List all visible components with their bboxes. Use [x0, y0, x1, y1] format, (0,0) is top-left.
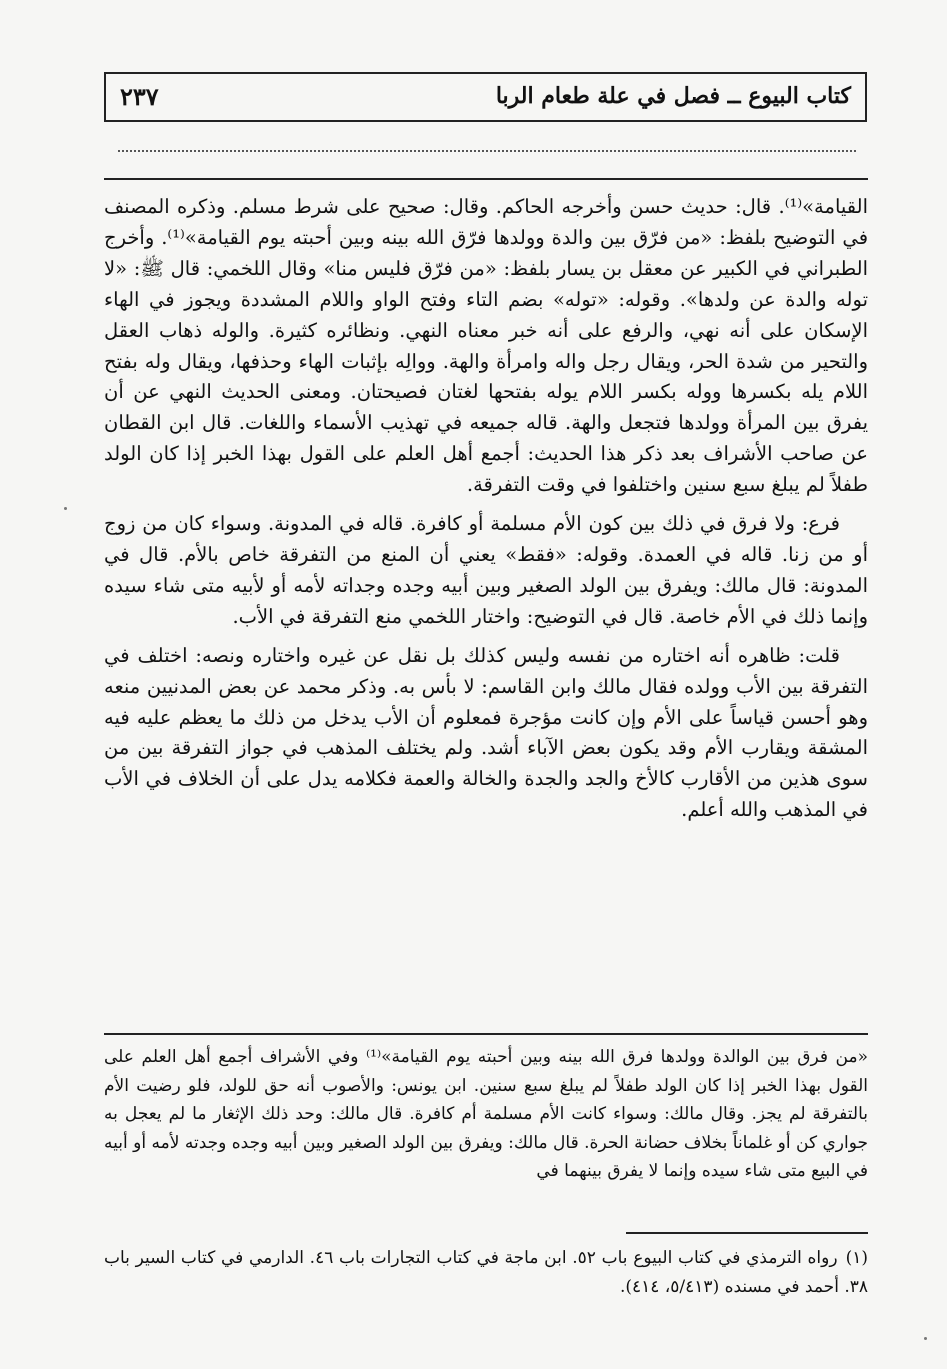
scan-speck — [924, 1337, 927, 1340]
main-text — [104, 192, 868, 826]
paragraph: فرع: ولا فرق في ذلك بين كون الأم مسلمة أو كافرة. قاله في المدونة. وسواء كان من زوج أو من زنا. قاله في العمدة. وقوله: «فقط» يعني أن المنع من التفرقة خاص بالأم. قال في المدونة: قال مالك: ويفرق بين الولد الصغير وبين أبيه وجده وجداته لأمه أو لأبيه متى شاء سيده وإنما ذلك في الأم خاصة. قال في التوضيح: واختار اللخمي منع التفرقة في الأب. — [104, 512, 868, 628]
footnote-text: رواه الترمذي في كتاب البيوع باب ٥٢. ابن ماجة في كتاب التجارات باب ٤٦. الدارمي في كتاب السير باب ٣٨. أحمد في مسنده (٥/٤١٣، ٤١٤). — [104, 1248, 868, 1297]
scan-speck — [64, 507, 67, 510]
footnote-1 — [104, 1244, 868, 1302]
continued-note: «من فرق بين الوالدة وولدها فرق الله بينه وبين أحبته يوم القيامة»⁽¹⁾ وفي الأشراف أجمع أهل العلم على القول بهذا الخبر إذا كان الولد طفلاً لم يبلغ سبع سنين. ابن يونس: والأصوب أنه حق للولد، فلو رضيت الأم بالتفرقة لم يجز. وقال مالك: وسواء كانت الأم مسلمة أم كافرة. قال مالك: وحد ذلك الإثغار ما لم يعجل به جواري كن أو غلماناً بخلاف حضانة الحرة. قال مالك: ويفرق بين الولد الصغير وبين أبيه وجده وجدته لأمه أو أبيه في البيع متى شاء سيده وإنما لا يفرق بينهما في — [104, 1047, 868, 1181]
paragraph: قلت: ظاهره أنه اختاره من نفسه وليس كذلك بل نقل عن غيره واختاره ونصه: اختلف في التفرقة بين الأب وولده فقال مالك وابن القاسم: لا بأس به. وذكر محمد عن بعض المدنيين منعه وهو أحسن قياساً على الأم وإن كانت مؤجرة فمعلوم أن الأب يدخل من ذلك ما يعظم عليه فيه المشقة ويقارب الأم وقد يكون بعض الآباء أشد. ولم يختلف المذهب في جواز التفرقة بين من سوى هذين من الأقارب كالأخ والجد والجدة والخالة والعمة فكلامه يدل على أن الخلاف في الأب في المذهب والله أعلم. — [104, 643, 868, 822]
dotted-separator — [118, 150, 856, 152]
running-header — [104, 72, 867, 122]
paragraph: القيامة»⁽¹⁾. قال: حديث حسن وأخرجه الحاكم. وقال: صحيح على شرط مسلم. وذكره المصنف في التوضيح بلفظ: «من فرّق بين والدة وولدها فرّق الله بينه وبين أحبته يوم القيامة»⁽¹⁾. وأخرج الطبراني في الكبير عن معقل بن يسار بلفظ: «من فرّق فليس منا» وقال اللخمي: قال ﷺ: «لا توله والدة عن ولدها». وقوله: «توله» بضم التاء وفتح الواو واللام المشددة ويجوز في الهاء الإسكان على أنه نهي، والرفع على أنه خبر معناه النهي. ونظائره كثيرة. والوله ذهاب العقل والتحير من شدة الحر، ويقال رجل واله وامرأة والهة. ووالِه بإثبات الهاء وحذفها، ويقال وله بفتح اللام يله بكسرها ووله بكسر اللام يوله بفتحها لغتان فصيحتان. ومعنى الحديث النهي عن أن يفرق بين المرأة وولدها فتجعل والهة. قاله جميعه في تهذيب الأسماء واللغات. قال ابن القطان عن صاحب الأشراف بعد ذكر هذا الحديث: أجمع أهل العلم على القول بهذا الخبر إذا كان الولد طفلاً لم يبلغ سبع سنين واختلفوا في وقت التفرقة. — [104, 195, 869, 497]
top-rule — [104, 178, 868, 180]
note-rule — [104, 1033, 868, 1035]
header-title: كتاب البيوع ــ فصل في علة طعام الربا — [495, 83, 851, 109]
footnote-number: (١) — [845, 1248, 868, 1268]
footnote-rule — [626, 1232, 868, 1234]
page-number: ٢٣٧ — [120, 82, 159, 111]
